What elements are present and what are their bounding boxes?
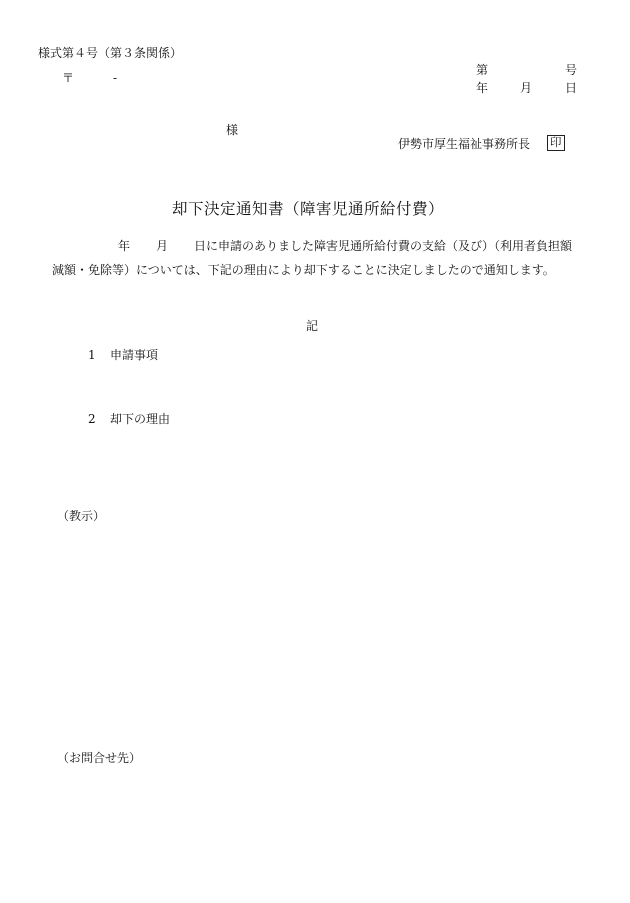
- contact-label: （お問合せ先）: [57, 751, 142, 765]
- body-year: 年: [118, 239, 131, 253]
- seal-mark: 印: [547, 135, 565, 151]
- postal-mark: 〒: [62, 71, 75, 85]
- item-label-application: 申請事項: [110, 348, 159, 362]
- recipient-suffix: 様: [226, 123, 239, 137]
- item-number: 2: [88, 412, 96, 426]
- record-heading: 記: [306, 319, 319, 333]
- issue-date-month: 月: [520, 81, 533, 95]
- body-text: 日に申請のありました障害児通所給付費の支給（及び）（利用者負担額減額・免除等）については、下記の理由により却下することに決定しましたので通知します。: [52, 239, 573, 277]
- issue-date-day: 日: [565, 81, 578, 95]
- document-title: 却下決定通知書（障害児通所給付費）: [172, 200, 445, 218]
- item-number: 1: [88, 348, 96, 362]
- form-number: 様式第４号（第３条関係）: [38, 46, 183, 60]
- instruction-label: （教示）: [57, 509, 106, 523]
- notice-paragraph: [52, 234, 577, 282]
- document-number-prefix: 第: [476, 63, 489, 77]
- item-label-rejection-reason: 却下の理由: [110, 412, 171, 426]
- issue-date-year: 年: [476, 81, 489, 95]
- postal-dash: -: [113, 71, 118, 85]
- document-number-suffix: 号: [565, 63, 578, 77]
- body-month: 月: [156, 239, 169, 253]
- sender-name: 伊勢市厚生福祉事務所長: [398, 137, 531, 151]
